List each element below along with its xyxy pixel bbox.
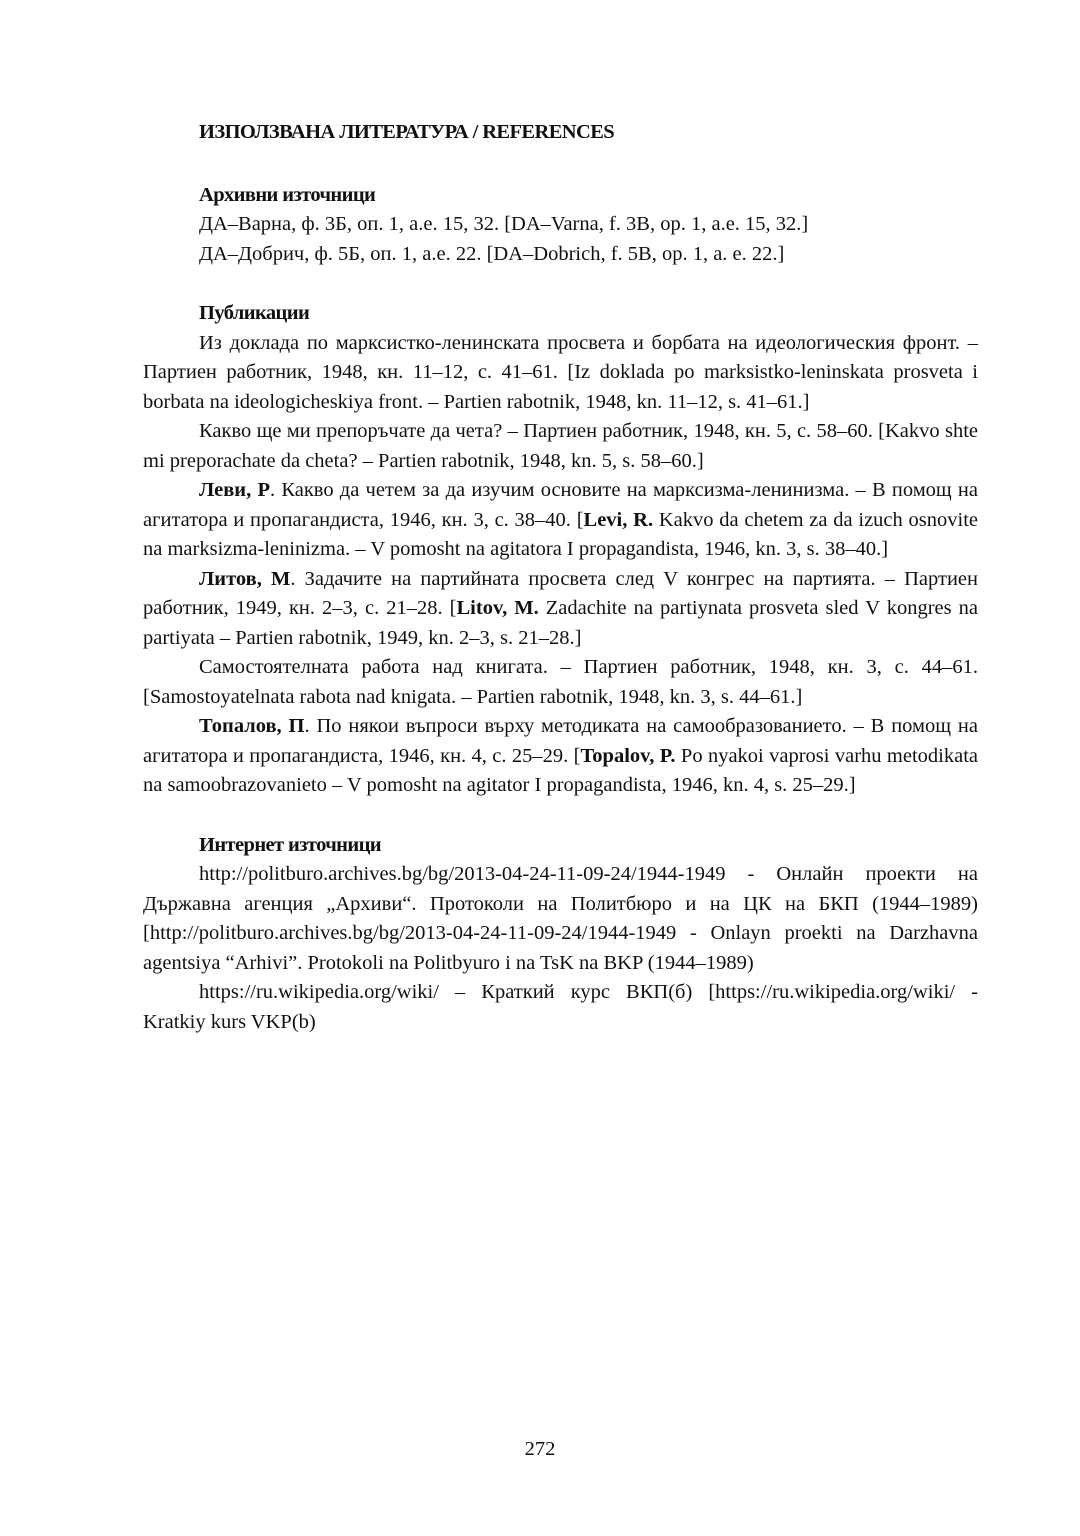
internet-title: Интернет източници — [199, 833, 382, 856]
author-name-translit: Levi, R. — [583, 508, 654, 531]
references-heading: ИЗПОЛЗВАНА ЛИТЕРАТУРА / REFERENCES — [199, 121, 615, 143]
internet-entry: http://politburo.archives.bg/bg/2013-04-24-11-09-24/1944-1949 - Онлайн проекти на Държавна агенция „Архиви“. Протоколи на Политбюро и на ЦК на БКП (1944–1989) [http://politburo.archives.bg/bg/2013-04-24-11-09-24/1944-1949 - Onlayn proekti na Darzhavna agentsiya “Arhivi”. Protokoli na Politbyuro i na TsK na BKP (1944–1989) — [143, 863, 978, 974]
author-name-translit: Litov, M. — [456, 597, 539, 619]
publication-entry: Леви, Р. Какво да четем за да изучим основите на марксизма-ленинизма. – В помощ на агитатора и пропагандиста, 1946, кн. 3, с. 38–40. [Levi, R. Kakvo da chetem za da izuch osnovite na marksizma-leninizma. – V pomosht na agitatora I propagandista, 1946, kn. 3, s. 38–40.] — [143, 479, 978, 560]
archive-line: ДА–Варна, ф. 3Б, оп. 1, а.е. 15, 32. [DA–Varna, f. 3B, op. 1, a.e. 15, 32.] — [199, 213, 809, 235]
publications-title: Публикации — [199, 302, 310, 324]
publication-entry: Литов, М. Задачите на партийната просвета след V конгрес на партията. – Партиен работник, 1949, кн. 2–3, с. 21–28. [Litov, M. Zadachite na partiynata prosveta sled V kongres na partiyata – Partien rabotnik, 1949, kn. 2–3, s. 21–28.] — [143, 567, 978, 649]
document-page — [143, 118, 978, 1067]
author-name-translit: Topalov, P. — [580, 744, 676, 767]
publication-entry: Самостоятелната работа над книгата. – Партиен работник, 1948, кн. 3, с. 44–61. [Samostoyatelnata rabota nad knigata. – Partien rabotnik, 1948, kn. 3, s. 44–61.] — [143, 656, 978, 708]
publication-entry: Из доклада по марксистко-ленинската просвета и борбата на идеологическия фронт. – Партиен работник, 1948, кн. 11–12, с. 41–61. [Iz doklada po marksistko-leninskata prosveta i borbata na ideologicheskiya front. – Partien rabotnik, 1948, kn. 11–12, s. 41–61.] — [143, 331, 978, 413]
page-number: 272 — [524, 1438, 556, 1460]
publication-entry: Топалов, П. По някои въпроси върху методиката на самообразованието. – В помощ на агитатора и пропагандиста, 1946, кн. 4, с. 25–29. [Topalov, P. Po nyakoi vaprosi varhu metodikata na samoobrazovanieto – V pomosht na agitator I propagandista, 1946, kn. 4, s. 25–29.] — [143, 715, 978, 796]
archives-title: Архивни източници — [199, 183, 376, 206]
author-name: Литов, М — [199, 567, 291, 590]
archive-line: ДА–Добрич, ф. 5Б, оп. 1, а.е. 22. [DA–Dobrich, f. 5B, op. 1, a. e. 22.] — [199, 242, 785, 265]
archives-section — [143, 181, 978, 270]
publication-entry: Какво ще ми препоръчате да чета? – Партиен работник, 1948, кн. 5, с. 58–60. [Kakvo shte mi preporachate da cheta? – Partien rabotnik, 1948, kn. 5, s. 58–60.] — [143, 420, 978, 472]
internet-entry: https://ru.wikipedia.org/wiki/ – Краткий курс ВКП(б) [https://ru.wikipedia.org/wiki/ - Kratkiy kurs VKP(b) — [143, 981, 978, 1033]
author-name: Топалов, П — [199, 715, 305, 737]
internet-section — [143, 831, 978, 1038]
publications-section — [143, 299, 978, 801]
author-name: Леви, Р — [199, 479, 270, 501]
